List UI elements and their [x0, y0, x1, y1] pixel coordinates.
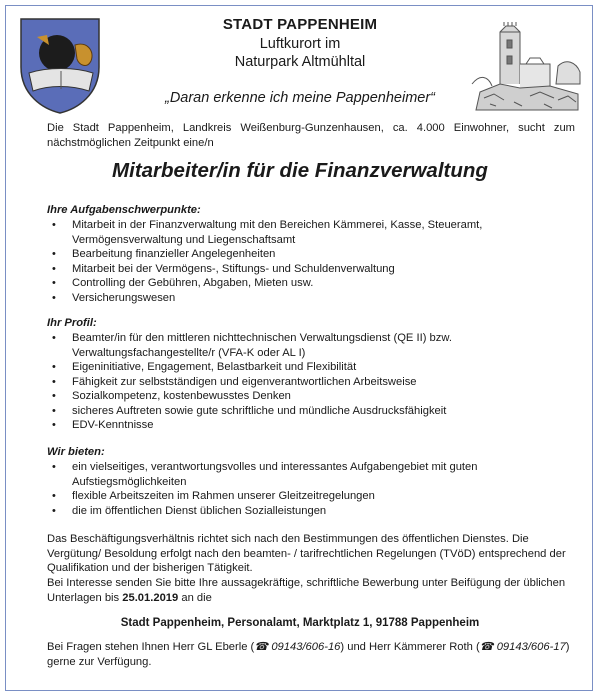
- deadline-date: 25.01.2019: [122, 591, 179, 604]
- apply-text: [47, 576, 575, 605]
- city-name: STADT PAPPENHEIM: [222, 16, 378, 33]
- list-item: • die im öffentlichen Dienst üblichen Sozialleistungen: [47, 504, 567, 519]
- list-item: • sicheres Auftreten sowie gute schriftliche und mündliche Ausdrucksfähigkeit: [47, 404, 567, 419]
- phone-roth: ☎ 09143/606-17: [479, 641, 566, 653]
- subtitle-line-2: Naturpark Altmühltal: [234, 54, 366, 70]
- list-item: • Fähigkeit zur selbstständigen und eigenverantwortlichen Arbeitsweise: [47, 375, 567, 390]
- contact-middle: ) und Herr Kämmerer Roth (: [340, 641, 480, 653]
- list-item: • flexible Arbeitszeiten im Rahmen unserer Gleitzeitregelungen: [47, 489, 567, 504]
- subtitle-line-1: Luftkurort im: [259, 36, 341, 52]
- job-title: Mitarbeiter/in für die Finanzverwaltung: [112, 159, 488, 182]
- tasks-list: [47, 218, 567, 305]
- contact-info: [47, 640, 575, 669]
- list-item: • Mitarbeit bei der Vermögens-, Stiftungs- und Schuldenverwaltung: [47, 262, 567, 277]
- profile-heading: Ihr Profil:: [47, 317, 97, 329]
- contact-prefix: Bei Fragen stehen Ihnen Herr GL Eberle (: [47, 641, 255, 653]
- list-item: • Eigeninitiative, Engagement, Belastbarkeit und Flexibilität: [47, 360, 567, 375]
- list-item: • EDV-Kenntnisse: [47, 418, 567, 433]
- list-item: • Bearbeitung finanzieller Angelegenheiten: [47, 247, 567, 262]
- apply-instructions: Bei Interesse senden Sie bitte Ihre aussagekräftige, schriftliche Bewerbung unter Beifügung der üblichen Unterlagen bis: [47, 577, 566, 604]
- apply-suffix: an die: [181, 591, 212, 604]
- list-item: • ein vielseitiges, verantwortungsvolles und interessantes Aufgabengebiet mit guten Aufstiegsmöglichkeiten: [47, 460, 567, 489]
- list-item: • Beamter/in für den mittleren nichttechnischen Verwaltungsdienst (QE II) bzw. Verwaltungsfachangestellte/r (VFA-K oder AL I): [47, 331, 567, 360]
- offer-heading: Wir bieten:: [47, 446, 105, 458]
- contact-suffix: ) gerne zur Verfügung.: [47, 641, 570, 668]
- tasks-heading: Ihre Aufgabenschwerpunkte:: [47, 204, 201, 216]
- coat-of-arms-icon: [17, 15, 103, 115]
- motto: „Daran erkenne ich meine Pappenheimer“: [164, 90, 435, 106]
- phone-eberle: ☎ 09143/606-16: [254, 641, 341, 653]
- list-item: • Sozialkompetenz, kostenbewusstes Denken: [47, 389, 567, 404]
- closing-text: Das Beschäftigungsverhältnis richtet sich nach den Bestimmungen des öffentlichen Dienstes. Die Vergütung/ Besoldung erfolgt nach den beamten- / tarifrechtlichen Regelungen (TVöD) entsprechend der Qualifikation und der bisherigen Tätigkeit.: [47, 533, 566, 574]
- application-address: Stadt Pappenheim, Personalamt, Marktplatz 1, 91788 Pappenheim: [120, 617, 480, 629]
- list-item: • Versicherungswesen: [47, 291, 567, 306]
- list-item: • Mitarbeit in der Finanzverwaltung mit den Bereichen Kämmerei, Kasse, Steueramt, Vermögensverwaltung und Liegenschaftsamt: [47, 218, 567, 247]
- list-item: • Controlling der Gebühren, Abgaben, Mieten usw.: [47, 276, 567, 291]
- profile-list: [47, 331, 567, 433]
- intro-text: Die Stadt Pappenheim, Landkreis Weißenburg-Gunzenhausen, ca. 4.000 Einwohner, sucht zum nächstmöglichen Zeitpunkt eine/n: [47, 122, 575, 149]
- offer-list: [47, 460, 567, 518]
